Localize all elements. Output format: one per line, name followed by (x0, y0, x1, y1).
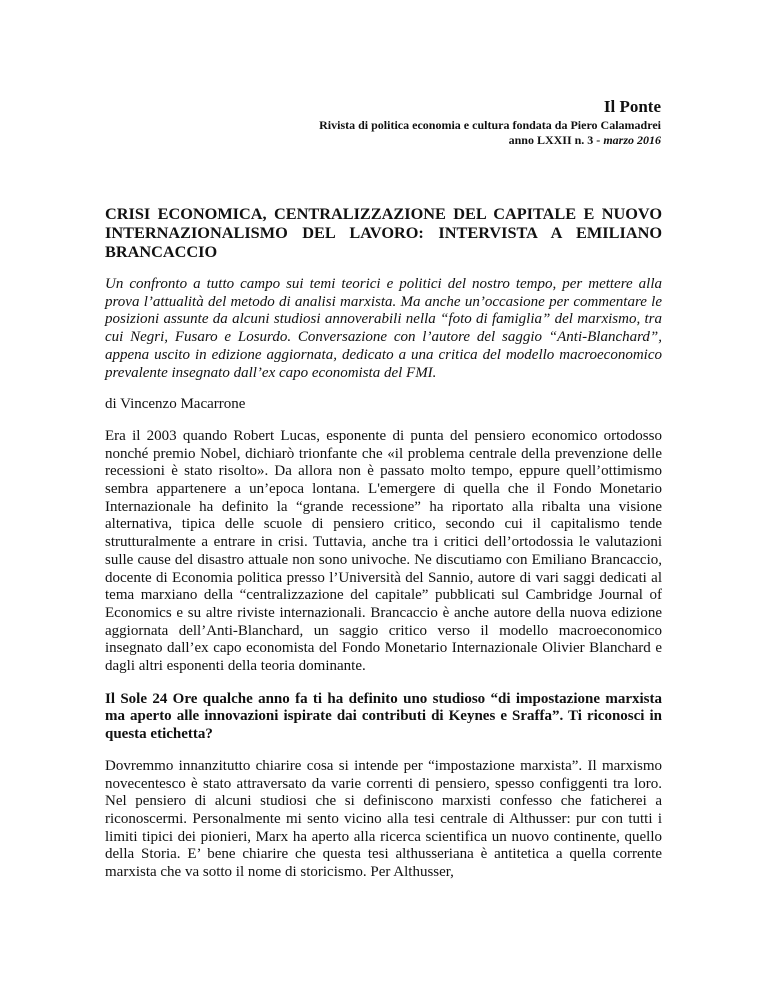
issue-number: anno LXXII n. 3 - (508, 133, 604, 147)
article-body (105, 204, 662, 882)
masthead (319, 96, 661, 148)
interview-answer: Dovremmo innanzitutto chiarire cosa si intende per “impostazione marxista”. Il marxismo novecentesco è stato attraversato da varie correnti di pensiero, spesso configgenti tra loro. Nel pensiero di alcuni studiosi che si definiscono marxisti confesso che faticherei a riconoscermi. Personalmente mi sento vicino alla tesi centrale di Althusser: pur con tutti i limiti tipici dei pionieri, Marx ha aperto alla ricerca scientifica un nuovo continente, quello della Storia. E’ bene chiarire che questa tesi althusseriana è antitetica a quella corrente marxista che va sotto il nome di storicismo. Per Althusser, (105, 757, 662, 881)
issue-info (319, 133, 661, 148)
interview-question: Il Sole 24 Ore qualche anno fa ti ha definito uno studioso “di impostazione marxista ma aperto alle innovazioni ispirate dai contributi di Keynes e Sraffa”. Ti riconosci in questa etichetta? (105, 690, 662, 743)
journal-name: Il Ponte (603, 97, 661, 116)
article-title: CRISI ECONOMICA, CENTRALIZZAZIONE DEL CAPITALE E NUOVO INTERNAZIONALISMO DEL LAVORO: INTERVISTA A EMILIANO BRANCACCIO (105, 204, 662, 261)
journal-subtitle: Rivista di politica economia e cultura fondata da Piero Calamadrei (319, 118, 661, 132)
intro-paragraph: Era il 2003 quando Robert Lucas, esponente di punta del pensiero economico ortodosso nonché premio Nobel, dichiarò trionfante che «il problema centrale della prevenzione delle recessioni è stato risolto». Da allora non è passato molto tempo, eppure quell’ottimismo sembra appartenere a un’epoca lontana. L'emergere di quella che il Fondo Monetario Internazionale ha definito la “grande recessione” ha riportato alla ribalta una visione alternativa, tipica delle scuole di pensiero critico, secondo cui il capitalismo tende strutturalmente a entrare in crisi. Tuttavia, anche tra i critici dell’ortodossia le valutazioni sulle cause del disastro attuale non sono univoche. Ne discutiamo con Emiliano Brancaccio, docente di Economia politica presso l’Università del Sannio, autore di vari saggi dedicati al tema marxiano della “centralizzazione del capitale” pubblicati sul Cambridge Journal of Economics e su altre riviste internazionali. Brancaccio è anche autore della nuova edizione aggiornata dell’Anti-Blanchard, un saggio critico verso il modello macroeconomico insegnato dall’ex capo economista del Fondo Monetario Internazionale Olivier Blanchard e dagli altri esponenti della teoria dominante. (105, 427, 662, 675)
article-lede: Un confronto a tutto campo sui temi teorici e politici del nostro tempo, per mettere alla prova l’attualità del metodo di analisi marxista. Ma anche un’occasione per commentare le posizioni assunte da alcuni studiosi annoverabili nella “foto di famiglia” del marxismo, tra cui Negri, Fusaro e Losurdo. Conversazione con l’autore del saggio “Anti-Blanchard”, appena uscito in edizione aggiornata, dedicato a una critica del modello macroeconomico prevalente insegnato dall’ex capo economista del FMI. (105, 276, 662, 381)
issue-date: marzo 2016 (603, 133, 661, 147)
article-byline: di Vincenzo Macarrone (105, 396, 246, 413)
